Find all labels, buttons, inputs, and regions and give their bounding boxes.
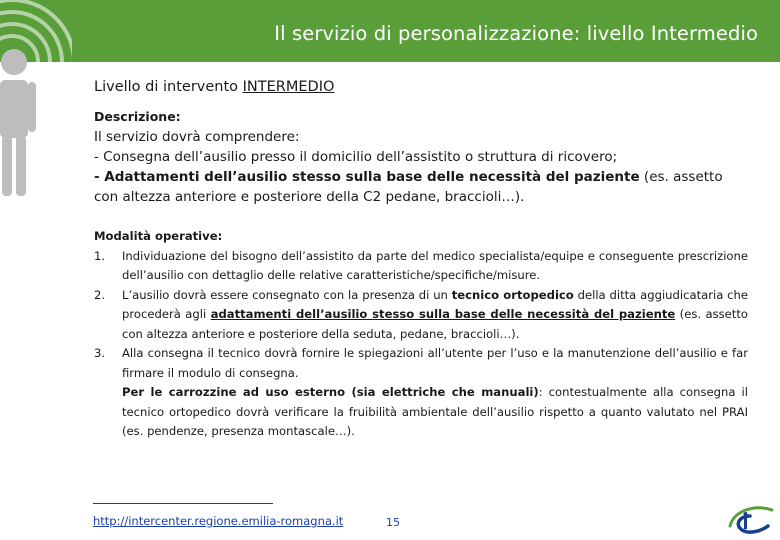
item-number: 2.: [94, 287, 106, 302]
page-number: 15: [386, 516, 400, 529]
description-section: [94, 107, 748, 207]
operative-item-3: [94, 344, 748, 442]
item-text-bold-underline: adattamenti dell’ausilio stesso sulla base delle necessità del paziente: [210, 307, 676, 321]
intercenter-logo: [720, 500, 776, 538]
footer-link[interactable]: http://intercenter.regione.emilia-romagna.it: [93, 514, 344, 528]
description-item-1: - Consegna dell’ausilio presso il domicilio dell’assistito o struttura di ricovero;: [94, 149, 618, 165]
operative-list: [94, 247, 748, 442]
item-text-e: (es. assetto con altezza anteriore e posteriore della seduta, pedane, braccioli…).: [122, 307, 748, 341]
footer-divider: [93, 503, 273, 504]
page-title: Il servizio di personalizzazione: livello Intermedio: [274, 22, 758, 45]
item-text-bold: tecnico ortopedico: [451, 287, 574, 302]
description-item-2: [94, 167, 748, 207]
level-prefix: Livello di intervento: [94, 79, 243, 95]
level-heading: [94, 79, 334, 95]
item-number: 1.: [94, 248, 106, 263]
description-item-2-bold: - Adattamenti dell’ausilio stesso sulla base delle necessità del paziente: [94, 169, 640, 185]
item-text-a: L’ausilio dovrà essere consegnato con la presenza di un: [122, 287, 452, 302]
operative-section: [94, 227, 748, 442]
item-text-a: Alla consegna il tecnico dovrà fornire le spiegazioni all’utente per l’uso e la manutenzione dell’ausilio e far firmare il modulo di consegna.: [122, 346, 748, 380]
item-text-c: : contestualmente alla consegna il tecnico ortopedico dovrà verificare la fruibilità ambientale dell’ausilio rispetto a quanto valutato nel PRAI (es. pendenze, presenza montascale…).: [122, 385, 749, 438]
operative-label: Modalità operative:: [94, 229, 223, 243]
description-item-2-rest: (es. assetto con altezza anteriore e posteriore della C2 pedane, braccioli…).: [94, 169, 723, 205]
item-text-c: della ditta aggiudicataria che procederà agli: [122, 287, 749, 321]
operative-item-2: [94, 286, 748, 345]
description-intro: Il servizio dovrà comprendere:: [94, 129, 300, 145]
item-number: 3.: [94, 346, 106, 360]
level-value: INTERMEDIO: [242, 79, 335, 95]
item-text: Individuazione del bisogno dell’assistito da parte del medico specialista/equipe e conseguente prescrizione dell’ausilio con dettaglio delle relative caratteristiche/specifiche/misure.: [122, 248, 748, 282]
description-label: Descrizione:: [94, 109, 181, 124]
person-signal-icon: [0, 0, 72, 200]
operative-item-1: [94, 247, 748, 286]
item-text-bold: Per le carrozzine ad uso esterno (sia elettriche che manuali): [122, 385, 539, 399]
